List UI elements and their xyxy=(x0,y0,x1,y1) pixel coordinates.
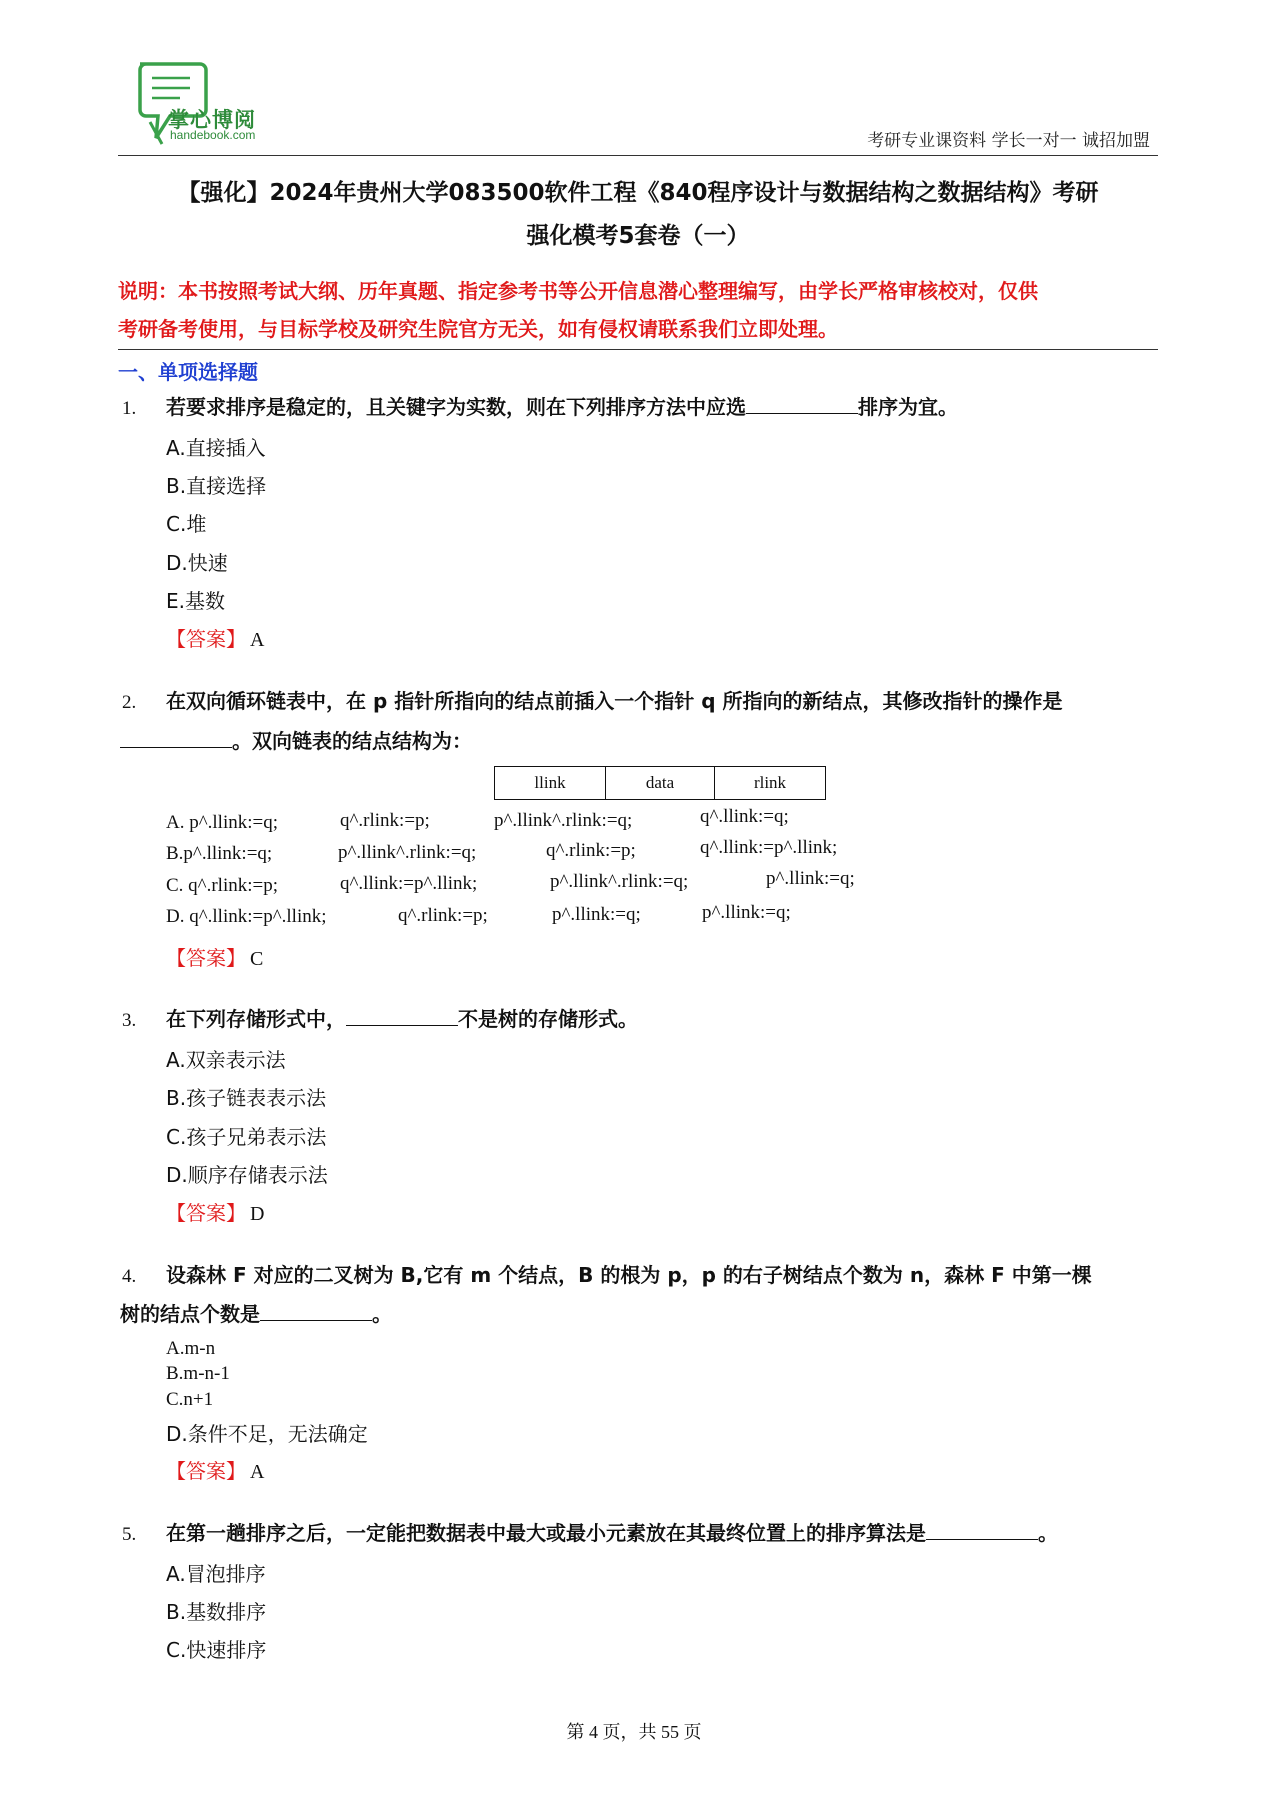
notice-line-2: 考研备考使用，与目标学校及研究生院官方无关，如有侵权请联系我们立即处理。 xyxy=(118,317,838,341)
answer-value: C xyxy=(250,948,264,970)
document-title xyxy=(118,172,1158,258)
question-number: 3. xyxy=(122,1010,137,1031)
option-code: q^.rlink:=p; xyxy=(340,810,430,831)
option: D.快速 xyxy=(166,551,228,575)
option: A.冒泡排序 xyxy=(166,1562,266,1586)
notice-divider xyxy=(118,349,1158,350)
node-field: llink xyxy=(495,767,606,799)
question-1-text: 若要求排序是稳定的，且关键字为实数，则在下列排序方法中应选 排序为宜。 xyxy=(166,395,958,419)
answer-line xyxy=(166,1455,264,1484)
question-2-line-1: 在双向循环链表中，在 p 指针所指向的结点前插入一个指针 q 所指向的新结点，其修改指针的操作是 xyxy=(166,689,1063,713)
section-heading: 一、单项选择题 xyxy=(118,360,258,384)
option-code: q^.rlink:=p; xyxy=(546,840,636,861)
title-line-2: 强化模考5套卷（一） xyxy=(526,223,750,249)
header-divider xyxy=(118,155,1158,156)
option: B.直接选择 xyxy=(166,474,267,498)
logo-text: 掌心博阅 xyxy=(168,108,256,132)
node-field: data xyxy=(606,767,715,799)
question-2-line-2: 。双向链表的结点结构为： xyxy=(120,722,472,760)
option: E.基数 xyxy=(166,589,225,613)
option-code: q^.llink:=p^.llink; xyxy=(700,837,838,858)
question-3-text: 在下列存储形式中， 不是树的存储形式。 xyxy=(166,1007,638,1031)
answer-value: D xyxy=(250,1203,265,1225)
option: C.快速排序 xyxy=(166,1638,267,1662)
answer-blank xyxy=(926,1521,1038,1540)
option-code: p^.llink^.rlink:=q; xyxy=(550,871,689,892)
question-number: 4. xyxy=(122,1266,137,1287)
option-code: D. q^.llink:=p^.llink; xyxy=(166,906,327,927)
question-5-text: 在第一趟排序之后，一定能把数据表中最大或最小元素放在其最终位置上的排序算法是 。 xyxy=(166,1521,1058,1545)
option: C.孩子兄弟表示法 xyxy=(166,1125,327,1149)
node-field: rlink xyxy=(753,773,787,792)
option-code: p^.llink^.rlink:=q; xyxy=(494,810,633,831)
answer-label: 【答案】 xyxy=(166,1201,246,1225)
answer-value: A xyxy=(250,629,265,651)
question-number: 5. xyxy=(122,1524,137,1545)
answer-label: 【答案】 xyxy=(166,946,246,970)
question-number: 2. xyxy=(122,692,137,713)
option: B.孩子链表表示法 xyxy=(166,1086,327,1110)
logo-url: handebook.com xyxy=(170,128,256,142)
option: D.条件不足，无法确定 xyxy=(166,1422,368,1446)
node-structure-diagram xyxy=(494,766,826,800)
answer-label: 【答案】 xyxy=(166,627,246,651)
answer-line xyxy=(166,623,264,652)
option: C.n+1 xyxy=(166,1389,214,1410)
header-tagline: 考研专业课资料 学长一对一 诚招加盟 xyxy=(867,131,1150,151)
option-code: A. p^.llink:=q; xyxy=(166,812,278,833)
answer-blank xyxy=(260,1302,372,1321)
notice-line-1: 说明：本书按照考试大纲、历年真题、指定参考书等公开信息潜心整理编写，由学长严格审核校对，仅供 xyxy=(118,279,1038,303)
option: D.顺序存储表示法 xyxy=(166,1163,328,1187)
question-number: 1. xyxy=(122,398,137,419)
option: A.双亲表示法 xyxy=(166,1048,286,1072)
question-4-line-1: 设森林 F 对应的二叉树为 B,它有 m 个结点，B 的根为 p，p 的右子树结点个数为 n，森林 F 中第一棵 xyxy=(166,1263,1092,1287)
option-code: C. q^.rlink:=p; xyxy=(166,875,278,896)
answer-value: A xyxy=(250,1461,265,1483)
option: B.基数排序 xyxy=(166,1600,267,1624)
option: B.m-n-1 xyxy=(166,1363,230,1384)
option-code: p^.llink:=q; xyxy=(766,868,855,889)
answer-line xyxy=(166,1197,264,1226)
answer-blank xyxy=(120,729,232,748)
answer-blank xyxy=(346,1007,458,1026)
option-code: q^.llink:=p^.llink; xyxy=(340,873,478,894)
option-code: p^.llink:=q; xyxy=(702,902,791,923)
answer-line xyxy=(166,942,263,971)
disclaimer-notice xyxy=(118,272,1158,348)
answer-label: 【答案】 xyxy=(166,1459,246,1483)
question-4-line-2: 树的结点个数是 。 xyxy=(120,1302,392,1326)
title-line-1: 【强化】2024年贵州大学083500软件工程《840程序设计与数据结构之数据结构》考研 xyxy=(177,180,1099,206)
option: A.m-n xyxy=(166,1338,216,1359)
answer-blank xyxy=(746,395,858,414)
option-code: p^.llink^.rlink:=q; xyxy=(338,842,477,863)
option-code: q^.rlink:=p; xyxy=(398,905,488,926)
option-code: q^.llink:=q; xyxy=(700,806,789,827)
option: C.堆 xyxy=(166,512,207,536)
option-code: p^.llink:=q; xyxy=(552,904,641,925)
page-number: 第 4 页，共 55 页 xyxy=(566,1722,702,1742)
option: A.直接插入 xyxy=(166,436,266,460)
option-code: B.p^.llink:=q; xyxy=(166,843,273,864)
